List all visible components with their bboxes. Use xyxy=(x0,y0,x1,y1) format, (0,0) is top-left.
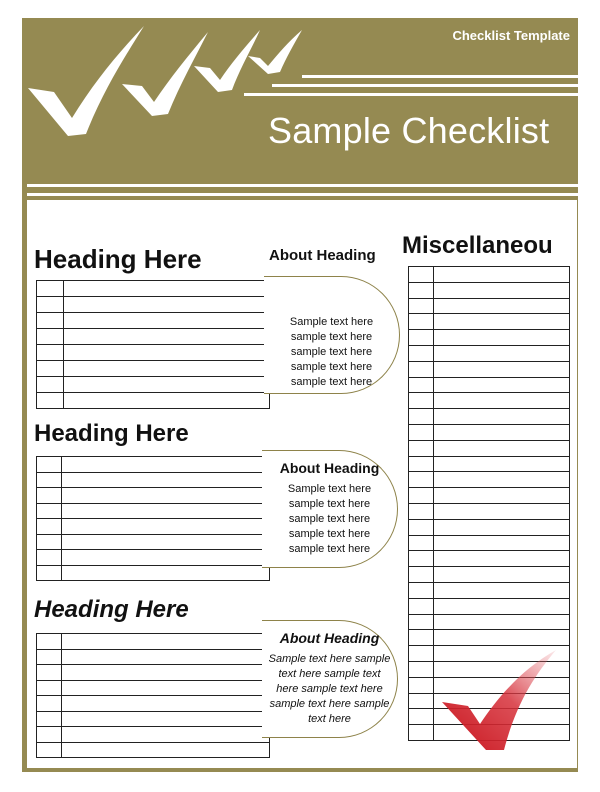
checkbox-cell[interactable] xyxy=(409,662,434,677)
checkbox-cell[interactable] xyxy=(409,393,434,408)
about-heading: About Heading xyxy=(279,460,380,476)
table-row[interactable] xyxy=(409,487,569,503)
checkbox-cell[interactable] xyxy=(37,361,64,376)
checkbox-cell[interactable] xyxy=(409,567,434,582)
table-row[interactable] xyxy=(409,424,569,440)
table-row[interactable] xyxy=(409,266,569,282)
sample-text: sample text here xyxy=(290,346,373,358)
table-row[interactable] xyxy=(37,534,269,550)
sample-text: sample text here xyxy=(290,361,373,373)
checkbox-cell[interactable] xyxy=(409,551,434,566)
about-heading: About Heading xyxy=(269,247,376,264)
table-row[interactable] xyxy=(37,742,269,758)
checkbox-cell[interactable] xyxy=(409,314,434,329)
table-row[interactable] xyxy=(37,664,269,680)
table-row[interactable] xyxy=(409,313,569,329)
about-bubble xyxy=(262,450,398,568)
table-row[interactable] xyxy=(409,408,569,424)
header-rule xyxy=(302,75,578,78)
sample-text: sample text here xyxy=(288,528,371,540)
checkbox-cell[interactable] xyxy=(409,599,434,614)
checkbox-cell[interactable] xyxy=(409,709,434,724)
sample-text: text here sample text xyxy=(278,668,381,680)
checkbox-cell[interactable] xyxy=(409,330,434,345)
table-row[interactable] xyxy=(37,633,269,649)
checkbox-cell[interactable] xyxy=(409,472,434,487)
section-heading: Heading Here xyxy=(34,244,202,274)
checkbox-cell[interactable] xyxy=(37,535,62,550)
checkbox-cell[interactable] xyxy=(409,267,434,282)
checkbox-cell[interactable] xyxy=(409,488,434,503)
checkbox-cell[interactable] xyxy=(37,345,64,360)
table-row[interactable] xyxy=(409,298,569,314)
checkbox-cell[interactable] xyxy=(37,377,64,392)
header-divider xyxy=(27,184,578,187)
checkbox-cell[interactable] xyxy=(37,519,62,534)
checkbox-cell[interactable] xyxy=(409,283,434,298)
table-row[interactable] xyxy=(409,503,569,519)
checkbox-cell[interactable] xyxy=(37,473,62,488)
table-row[interactable] xyxy=(409,614,569,630)
template-label: Checklist Template xyxy=(452,28,570,43)
table-row[interactable] xyxy=(409,582,569,598)
table-row[interactable] xyxy=(37,392,269,408)
misc-heading: Miscellaneou xyxy=(402,232,553,259)
header-rule xyxy=(272,84,578,87)
checkbox-cell[interactable] xyxy=(37,650,62,665)
sample-text: sample text here xyxy=(288,498,371,510)
table-row[interactable] xyxy=(409,471,569,487)
table-row[interactable] xyxy=(409,329,569,345)
table-row[interactable] xyxy=(409,598,569,614)
table-row[interactable] xyxy=(37,280,269,296)
about-bubble xyxy=(262,620,398,738)
table-row[interactable] xyxy=(37,503,269,519)
checklist-table xyxy=(36,456,270,581)
checkbox-cell[interactable] xyxy=(37,566,62,581)
table-row[interactable] xyxy=(37,549,269,565)
page-title: Sample Checklist xyxy=(268,110,550,151)
about-bubble xyxy=(264,276,400,394)
table-row[interactable] xyxy=(37,726,269,742)
table-row[interactable] xyxy=(409,361,569,377)
checklist-table xyxy=(36,633,270,758)
sample-text: sample text here xyxy=(290,331,373,343)
checkbox-cell[interactable] xyxy=(37,634,62,649)
section-heading: Heading Here xyxy=(34,596,189,623)
table-row[interactable] xyxy=(37,344,269,360)
checkbox-cell[interactable] xyxy=(37,681,62,696)
checkbox-cell[interactable] xyxy=(409,441,434,456)
checkbox-cell[interactable] xyxy=(37,727,62,742)
checkbox-cell[interactable] xyxy=(37,550,62,565)
sample-text: Sample text here xyxy=(289,316,374,328)
table-row[interactable] xyxy=(37,296,269,312)
table-row[interactable] xyxy=(37,376,269,392)
table-row[interactable] xyxy=(37,695,269,711)
table-row[interactable] xyxy=(409,456,569,472)
table-row[interactable] xyxy=(409,392,569,408)
checkbox-cell[interactable] xyxy=(37,297,64,312)
table-row[interactable] xyxy=(37,518,269,534)
checkbox-cell[interactable] xyxy=(409,346,434,361)
checkbox-cell[interactable] xyxy=(37,393,64,408)
sample-text: text here xyxy=(308,713,351,725)
checkbox-cell[interactable] xyxy=(37,696,62,711)
header-divider xyxy=(27,193,578,196)
checkbox-cell[interactable] xyxy=(409,378,434,393)
table-row[interactable] xyxy=(409,345,569,361)
checkbox-cell[interactable] xyxy=(409,504,434,519)
checkbox-cell[interactable] xyxy=(37,743,62,758)
checkbox-cell[interactable] xyxy=(409,630,434,645)
table-row[interactable] xyxy=(409,550,569,566)
checkbox-cell[interactable] xyxy=(37,281,64,296)
table-row[interactable] xyxy=(409,282,569,298)
checkbox-cell[interactable] xyxy=(37,712,62,727)
checkbox-cell[interactable] xyxy=(409,457,434,472)
sample-text: sample text here sample xyxy=(269,698,390,710)
table-row[interactable] xyxy=(409,629,569,645)
red-checkmark-icon xyxy=(438,646,568,756)
table-row[interactable] xyxy=(409,440,569,456)
checkbox-cell[interactable] xyxy=(37,313,64,328)
checkbox-cell[interactable] xyxy=(37,488,62,503)
sample-text: Sample text here sample xyxy=(268,653,391,665)
table-row[interactable] xyxy=(37,487,269,503)
header-rule xyxy=(244,93,578,96)
table-row[interactable] xyxy=(37,456,269,472)
table-row[interactable] xyxy=(37,472,269,488)
table-row[interactable] xyxy=(409,535,569,551)
table-row[interactable] xyxy=(37,360,269,376)
checkbox-cell[interactable] xyxy=(409,646,434,661)
table-row[interactable] xyxy=(37,565,269,581)
checkbox-cell[interactable] xyxy=(37,329,64,344)
table-row[interactable] xyxy=(37,711,269,727)
table-row[interactable] xyxy=(37,649,269,665)
table-row[interactable] xyxy=(409,566,569,582)
checklist-table xyxy=(36,280,270,409)
checkbox-cell[interactable] xyxy=(409,425,434,440)
checkbox-cell[interactable] xyxy=(409,536,434,551)
sample-text: here sample text here xyxy=(276,683,383,695)
checkbox-cell[interactable] xyxy=(409,678,434,693)
table-row[interactable] xyxy=(37,312,269,328)
section-heading: Heading Here xyxy=(34,420,189,447)
table-row[interactable] xyxy=(37,328,269,344)
sample-text: sample text here xyxy=(288,543,371,555)
about-heading: About Heading xyxy=(279,630,380,646)
checkbox-cell[interactable] xyxy=(409,694,434,709)
sample-text: sample text here xyxy=(288,513,371,525)
table-row[interactable] xyxy=(409,377,569,393)
sample-text: Sample text here xyxy=(287,483,372,495)
checkbox-cell[interactable] xyxy=(37,665,62,680)
table-row[interactable] xyxy=(409,519,569,535)
checkbox-cell[interactable] xyxy=(409,362,434,377)
checkmark-icon xyxy=(28,26,144,136)
checkbox-cell[interactable] xyxy=(37,504,62,519)
checkmark-icon xyxy=(122,32,208,116)
table-row[interactable] xyxy=(37,680,269,696)
checkbox-cell[interactable] xyxy=(409,583,434,598)
checkbox-cell[interactable] xyxy=(37,457,62,472)
checkbox-cell[interactable] xyxy=(409,299,434,314)
checkbox-cell[interactable] xyxy=(409,725,434,740)
sample-text: sample text here xyxy=(290,376,373,388)
checkbox-cell[interactable] xyxy=(409,520,434,535)
checkbox-cell[interactable] xyxy=(409,409,434,424)
checkbox-cell[interactable] xyxy=(409,615,434,630)
